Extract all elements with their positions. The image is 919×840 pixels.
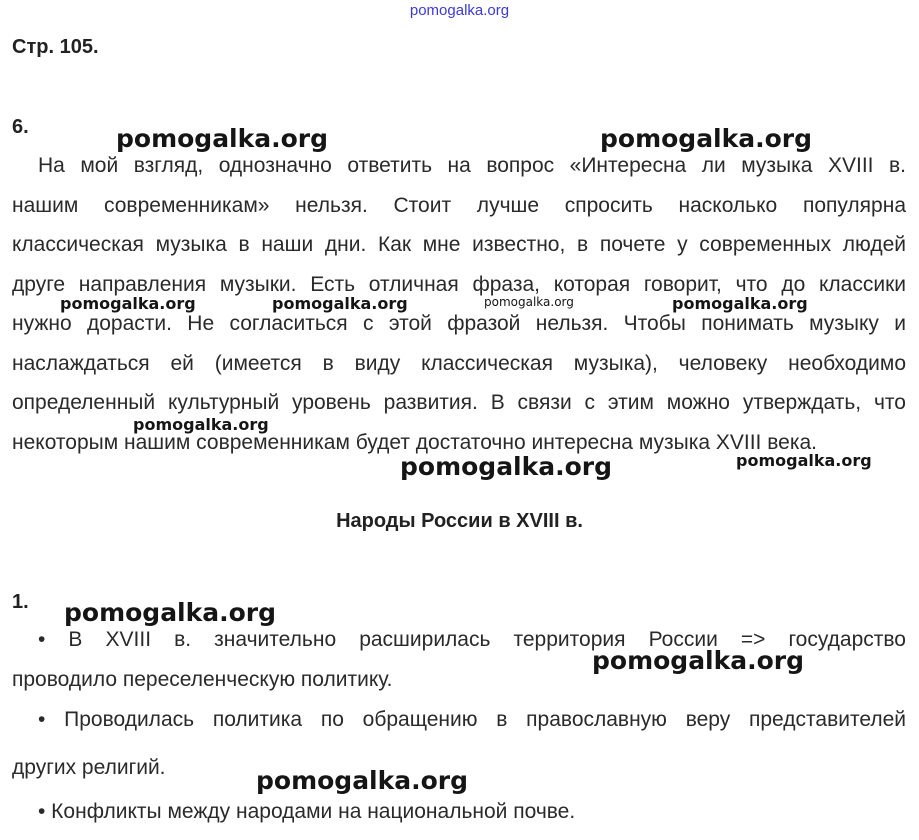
paragraph-line: нашим современникам» нельзя. Стоит лучше спросить насколько популярна xyxy=(12,193,906,217)
paragraph-line: классическая музыка в наши дни. Как мне известно, в почете у современных людей xyxy=(12,233,906,256)
watermark: pomogalka.org xyxy=(672,294,808,313)
watermark: pomogalka.org xyxy=(64,598,277,627)
paragraph-line: определенный культурный уровень развития. В связи с этим можно утверждать, что xyxy=(12,391,906,414)
bullet-line: • Конфликты между народами на национальной почве. xyxy=(38,800,576,823)
paragraph-line: нужно дорасти. Не согласиться с этой фразой нельзя. Чтобы понимать музыку и xyxy=(12,312,906,335)
watermark: pomogalka.org xyxy=(256,766,469,795)
section-title: Народы России в XVIII в. xyxy=(336,510,583,532)
watermark: pomogalka.org xyxy=(116,124,329,153)
watermark: pomogalka.org xyxy=(736,451,872,470)
page-reference: Стр. 105. xyxy=(12,36,99,58)
bullet-line: • В XVIII в. значительно расширилась территория России => государство xyxy=(38,628,906,651)
watermark: pomogalka.org xyxy=(133,415,269,434)
watermark: pomogalka.org xyxy=(600,124,813,153)
paragraph-line: друге направления музыки. Есть отличная фраза, которая говорит, что до классики xyxy=(12,272,906,296)
bullet-line: проводило переселенческую политику. xyxy=(12,668,393,691)
watermark: pomogalka.org xyxy=(60,294,196,313)
watermark: pomogalka.org xyxy=(272,294,408,313)
paragraph-line: На мой взгляд, однозначно ответить на вопрос «Интересна ли музыка XVIII в. xyxy=(38,154,906,177)
watermark: pomogalka.org xyxy=(400,452,613,481)
question-number-6: 6. xyxy=(12,116,29,138)
bullet-line: • Проводилась политика по обращению в православную веру представителей xyxy=(38,708,906,731)
paragraph-line: наслаждаться ей (имеется в виду классическая музыка), человеку необходимо xyxy=(12,351,906,375)
bullet-item-3 xyxy=(12,792,906,832)
question-number-1: 1. xyxy=(12,591,29,613)
watermark: pomogalka.org xyxy=(484,295,574,309)
bullet-line: других религий. xyxy=(12,756,166,779)
top-site-link[interactable]: pomogalka.org xyxy=(409,2,510,19)
watermark: pomogalka.org xyxy=(592,646,805,675)
paragraph-line: некоторым нашим современникам будет достаточно интересна музыка XVIII века. xyxy=(12,430,817,454)
